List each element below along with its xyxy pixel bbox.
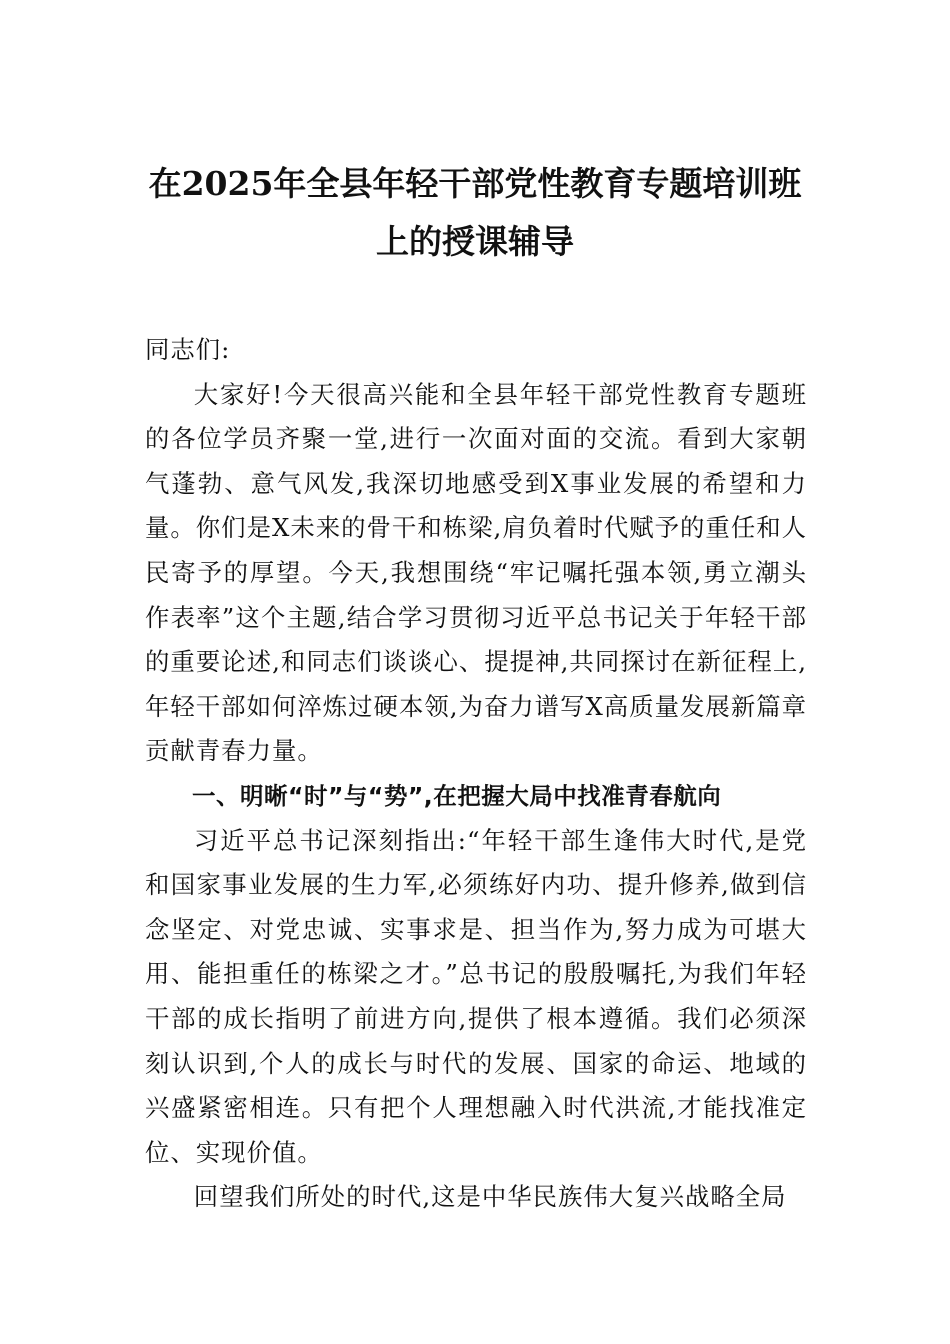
document-title: 在2025年全县年轻干部党性教育专题培训班上的授课辅导 (148, 164, 802, 261)
document-body (145, 328, 807, 1220)
section-paragraph: 回望我们所处的时代,这是中华民族伟大复兴战略全局 (193, 1182, 787, 1212)
intro-paragraph: 大家好!今天很高兴能和全县年轻干部党性教育专题班的各位学员齐聚一堂,进行一次面对面的交流。看到大家朝气蓬勃、意气风发,我深切地感受到X事业发展的希望和力量。你们是X未来的骨干和栋梁,肩负着时代赋予的重任和人民寄予的厚望。今天,我想围绕“牢记嘱托强本领,勇立潮头作表率”这个主题,结合学习贯彻习近平总书记关于年轻干部的重要论述,和同志们谈谈心、提提神,共同探讨在新征程上,年轻干部如何淬炼过硬本领,为奋力谱写X高质量发展新篇章贡献青春力量。 (145, 379, 807, 766)
salutation: 同志们: (145, 335, 231, 364)
section-paragraph: 习近平总书记深刻指出:“年轻干部生逢伟大时代,是党和国家事业发展的生力军,必须练好内功、提升修养,做到信念坚定、对党忠诚、实事求是、担当作为,努力成为可堪大用、能担重任的栋梁之才。”总书记的殷殷嘱托,为我们年轻干部的成长指明了前进方向,提供了根本遵循。我们必须深刻认识到,个人的成长与时代的发展、国家的命运、地域的兴盛紧密相连。只有把个人理想融入时代洪流,才能找准定位、实现价值。 (145, 825, 807, 1167)
section-heading: 一、明晰“时”与“势”,在把握大局中找准青春航向 (192, 781, 722, 810)
